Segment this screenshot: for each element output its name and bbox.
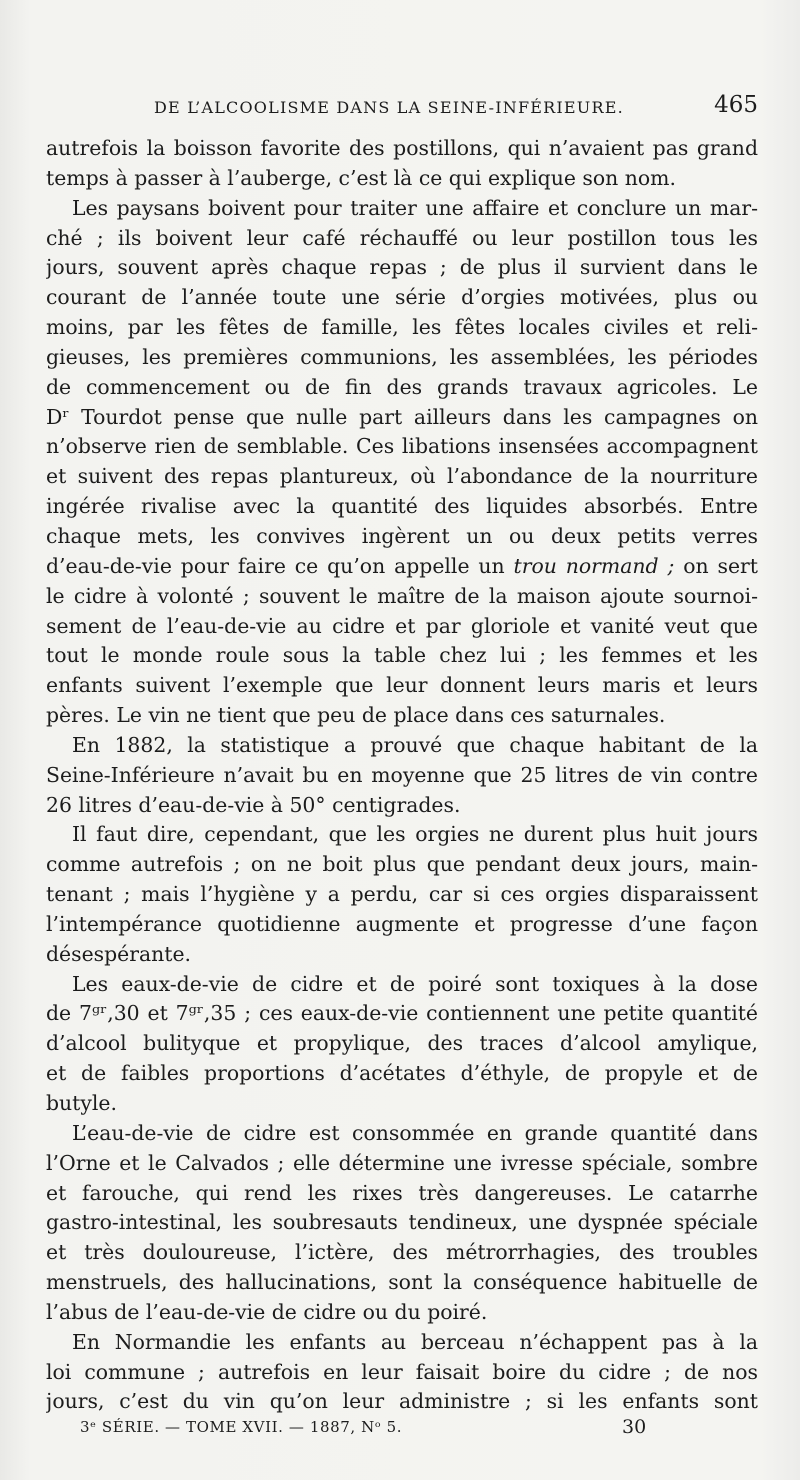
text-line: jours, souvent après chaque repas ; de plus il survient dans le — [46, 255, 758, 280]
text-line: gastro-intestinal, les soubresauts tendineux, une dyspnée spéciale — [46, 1210, 758, 1235]
text-line: désespérante. — [46, 941, 192, 966]
text-line: de 7ᵍʳ,30 et 7ᵍʳ,35 ; ces eaux-de-vie contiennent une petite quantité — [46, 1001, 758, 1026]
text-line: moins, par les fêtes de famille, les fêtes locales civiles et reli- — [46, 315, 758, 340]
text-line: Seine-Inférieure n’avait bu en moyenne que 25 litres de vin contre — [46, 762, 758, 787]
text-line: sement de l’eau-de-vie au cidre et par gloriole et vanité veut que — [46, 613, 758, 638]
running-head — [46, 92, 758, 122]
body-text — [46, 134, 758, 1417]
text-line: Les paysans boivent pour traiter une affaire et conclure un mar- — [72, 195, 758, 220]
text-line: En Normandie les enfants au berceau n’échappent pas à la — [72, 1329, 758, 1354]
page-footer — [80, 1416, 680, 1442]
text-line: d’eau-de-vie pour faire ce qu’on appelle un trou normand ; on sert — [46, 553, 758, 578]
text-line: tout le monde roule sous la table chez lui ; les femmes et les — [46, 643, 758, 668]
text-line: chaque mets, les convives ingèrent un ou deux petits verres — [46, 523, 758, 548]
text-line: le cidre à volonté ; souvent le maître de la maison ajoute sournoi- — [46, 583, 758, 608]
text-line: butyle. — [46, 1091, 117, 1115]
sheet-number: 30 — [622, 1416, 647, 1438]
italic-term: trou normand ; — [513, 553, 675, 578]
signature-mark: 3ᵉ SÉRIE. — TOME XVII. — 1887, Nᵒ 5. — [80, 1418, 403, 1436]
text-line: et suivent des repas plantureux, où l’abondance de la nourriture — [46, 464, 758, 489]
text-line: 26 litres d’eau-de-vie à 50° centigrades. — [46, 792, 461, 817]
running-title: DE L’ALCOOLISME DANS LA SEINE-INFÉRIEURE. — [154, 98, 624, 117]
text-line: Dʳ Tourdot pense que nulle part ailleurs dans les campagnes on — [46, 404, 758, 429]
text-line: l’abus de l’eau-de-vie de cidre ou du poiré. — [46, 1299, 488, 1324]
text-line: enfants suivent l’exemple que leur donnent leurs maris et leurs — [46, 673, 758, 698]
text-line: de commencement ou de fin des grands travaux agricoles. Le — [46, 374, 758, 399]
text-line: ingérée rivalise avec la quantité des liquides absorbés. Entre — [46, 494, 758, 519]
text-line: Il faut dire, cependant, que les orgies ne durent plus huit jours — [72, 822, 758, 847]
text-line: Les eaux-de-vie de cidre et de poiré sont toxiques à la dose — [72, 971, 758, 996]
text-line: pères. Le vin ne tient que peu de place dans ces saturnales. — [46, 703, 666, 728]
text-line: et très douloureuse, l’ictère, des métrorrhagies, des troubles — [46, 1240, 758, 1265]
text-line: tenant ; mais l’hygiène y a perdu, car si ces orgies disparaissent — [46, 882, 758, 907]
text-line: loi commune ; autrefois en leur faisait boire du cidre ; de nos — [46, 1359, 758, 1384]
text-line: et farouche, qui rend les rixes très dangereuses. Le catarrhe — [46, 1180, 758, 1205]
page-number: 465 — [714, 92, 758, 118]
text-line: L’eau-de-vie de cidre est consommée en grande quantité dans — [72, 1120, 758, 1145]
text-line: gieuses, les premières communions, les assemblées, les périodes — [46, 344, 758, 369]
text-line: menstruels, des hallucinations, sont la conséquence habituelle de — [46, 1270, 758, 1295]
text-line: comme autrefois ; on ne boit plus que pendant deux jours, main- — [46, 852, 758, 877]
text-line: jours, c’est du vin qu’on leur administre ; si les enfants sont — [46, 1389, 758, 1414]
text-line: l’intempérance quotidienne augmente et progresse d’une façon — [46, 911, 758, 936]
text-line: et de faibles proportions d’acétates d’éthyle, de propyle et de — [46, 1061, 758, 1086]
text-line: n’observe rien de semblable. Ces libations insensées accompagnent — [46, 434, 758, 459]
text-line: En 1882, la statistique a prouvé que chaque habitant de la — [72, 732, 758, 757]
text-line: courant de l’année toute une série d’orgies motivées, plus ou — [46, 285, 758, 310]
text-line: temps à passer à l’auberge, c’est là ce qui explique son nom. — [46, 165, 676, 190]
text-line: autrefois la boisson favorite des postillons, qui n’avaient pas grand — [46, 136, 758, 160]
text-line: ché ; ils boivent leur café réchauffé ou leur postillon tous les — [46, 225, 758, 250]
text-line: l’Orne et le Calvados ; elle détermine une ivresse spéciale, sombre — [46, 1150, 758, 1175]
text-line: d’alcool bulityque et propylique, des traces d’alcool amylique, — [46, 1031, 758, 1056]
